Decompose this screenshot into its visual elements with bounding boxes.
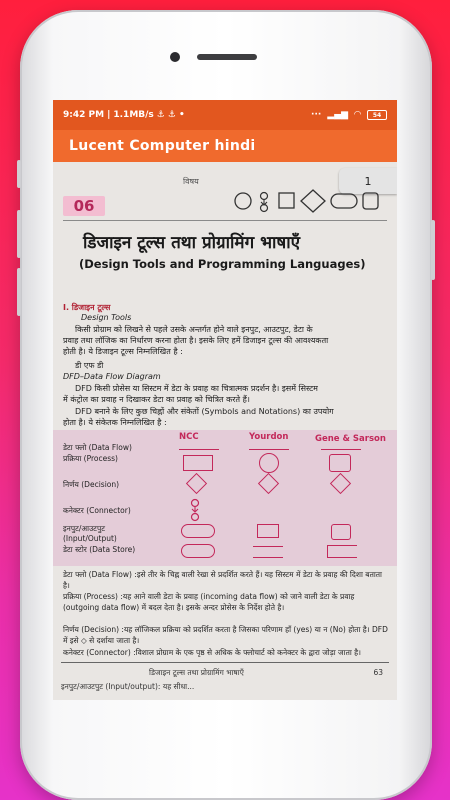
dfd-heading-english: DFD–Data Flow Diagram — [63, 372, 161, 381]
process-shape-gene — [329, 454, 351, 472]
volume-up-button — [17, 210, 21, 258]
io-shape-ncc — [181, 524, 215, 538]
page-number: 63 — [373, 668, 383, 677]
paragraph-line: होता है। ये संकेतक निम्नलिखित है : — [63, 418, 167, 427]
definition-data-flow: डेटा फ्लो (Data Flow) :इसे तीर के चिह्न वाली रेखा से प्रदर्शित करते हैं। यह सिस्टम में डेटा के प्रवाह की दिशा बताता है। — [63, 570, 383, 590]
footer-divider — [61, 662, 389, 663]
separator-icon: | — [107, 110, 111, 120]
process-shape-yourdon — [259, 453, 279, 473]
paragraph-line: DFD किसी प्रोसेस या सिस्टम में डेटा के प्रवाह का चित्रात्मक प्रदर्शन है। इसमें सिस्टम — [75, 384, 318, 393]
page-indicator[interactable]: 1 — [339, 168, 397, 194]
symbol-label-input-output: इनपुट/आउटपुट — [63, 524, 106, 533]
data-flow-arrow-ncc — [179, 449, 219, 450]
chapter-title-english: (Design Tools and Programming Languages) — [79, 257, 366, 271]
definition-process: प्रक्रिया (Process) :यह आने वाली डेटा के प्रवाह (incoming data flow) को जाने वाली डेटा के प्रवाह (outgoing data flow) में बदल देता है। इसके अन्दर प्रोसेस के निर्देश होते है। — [63, 592, 355, 612]
notification-dot-icon: • — [178, 110, 185, 120]
definition-decision: निर्णय (Decision) :यह लॉजिकल प्रक्रिया को प्रदर्शित करता है जिसका परिणाम हाँ (yes) या न (No) होता है। DFD में इसे ◇ से दर्शाया जाता है। — [63, 625, 388, 645]
process-shape-ncc — [183, 455, 213, 471]
symbol-label-input-output-en: (Input/Output) — [63, 534, 117, 543]
symbol-label-process: प्रक्रिया (Process) — [63, 454, 118, 463]
book-page-viewer[interactable] — [53, 162, 397, 700]
paragraph-line: DFD बनाने के लिए कुछ चिह्नों और संकेतों (Symbols and Notations) का उपयोग — [75, 407, 334, 416]
power-button — [431, 220, 435, 280]
earpiece-speaker — [197, 54, 257, 60]
chapter-title-hindi: डिजाइन टूल्स तथा प्रोग्रामिंग भाषाएँ — [83, 233, 301, 253]
download-icon-2: ⚓ — [167, 110, 176, 120]
data-flow-arrow-yourdon — [249, 449, 289, 450]
battery-icon: 54 — [367, 110, 387, 120]
data-store-shape-ncc — [181, 544, 215, 558]
chapter-decoration-shapes — [231, 188, 381, 214]
io-shape-yourdon — [257, 524, 279, 538]
definition-connector: कनेक्टर (Connector) :विशाल प्रोग्राम के एक पृष्ठ से अधिक के फ्लोचार्ट को कनेक्टर के द्वारा जोड़ा जाता है। — [63, 648, 361, 657]
data-flow-arrow-gene — [321, 449, 361, 450]
front-camera — [170, 52, 180, 62]
symbol-label-data-store: डेटा स्टोर (Data Store) — [63, 545, 136, 554]
app-screen — [53, 100, 397, 700]
network-speed: 1.1MB/s — [113, 110, 154, 120]
paragraph-line: प्रवाह तथा लॉजिक का निर्धारण करना होता है। इसके लिए हमें डिजाइन टूल्स की आवश्यकता — [63, 336, 329, 345]
section-subheading: Design Tools — [81, 313, 132, 322]
section-heading: I. डिजाइन टूल्स — [63, 303, 111, 312]
clock: 9:42 PM — [63, 110, 105, 120]
notation-heading-yourdon: Yourdon — [249, 432, 289, 442]
page-footer-title: डिजाइन टूल्स तथा प्रोग्रामिंग भाषाएँ — [149, 668, 244, 677]
scan-top-text: विषय — [183, 177, 199, 186]
chapter-number: 06 — [63, 196, 105, 216]
signal-icon: ▂▄▆ — [327, 110, 349, 120]
volume-down-button — [17, 268, 21, 316]
notation-heading-gene-sarson: Gene & Sarson — [315, 434, 386, 444]
paragraph-line: में कंट्रोल का प्रवाह न दिखाकर डेटा का प्रवाह को चित्रित करते हैं। — [63, 395, 250, 404]
connector-shape-icon — [188, 498, 202, 522]
title-divider — [63, 220, 387, 221]
data-store-shape-gene — [327, 545, 357, 558]
app-bar — [53, 130, 397, 162]
status-bar — [53, 100, 397, 130]
dfd-heading-hindi: डी एफ डी — [75, 361, 104, 370]
flowchart-shapes-icon — [231, 188, 381, 214]
io-shape-gene — [331, 524, 351, 540]
symbol-label-decision: निर्णय (Decision) — [63, 480, 120, 489]
mute-switch — [17, 160, 21, 188]
data-store-shape-yourdon — [253, 546, 283, 558]
download-icon: ⚓ — [156, 110, 165, 120]
app-title: Lucent Computer hindi — [69, 138, 256, 154]
symbol-label-data-flow: डेटा फ्लो (Data Flow) — [63, 443, 132, 452]
notation-heading-ncc: NCC — [179, 432, 199, 442]
wifi-icon: ◠ — [354, 110, 361, 120]
symbol-label-connector: कनेक्टर (Connector) — [63, 506, 131, 515]
page-cut-text: इनपुट/आउटपुट (Input/output): यह सीधा... — [61, 682, 195, 691]
more-icon: ··· — [311, 110, 322, 120]
paragraph-line: होती है। ये डिजाइन टूल्स निम्नलिखित है : — [63, 347, 183, 356]
paragraph-line: किसी प्रोग्राम को लिखने से पहले उसके अन्तर्गत होने वाले इनपुट, आउटपुट, डेटा के — [75, 325, 313, 334]
